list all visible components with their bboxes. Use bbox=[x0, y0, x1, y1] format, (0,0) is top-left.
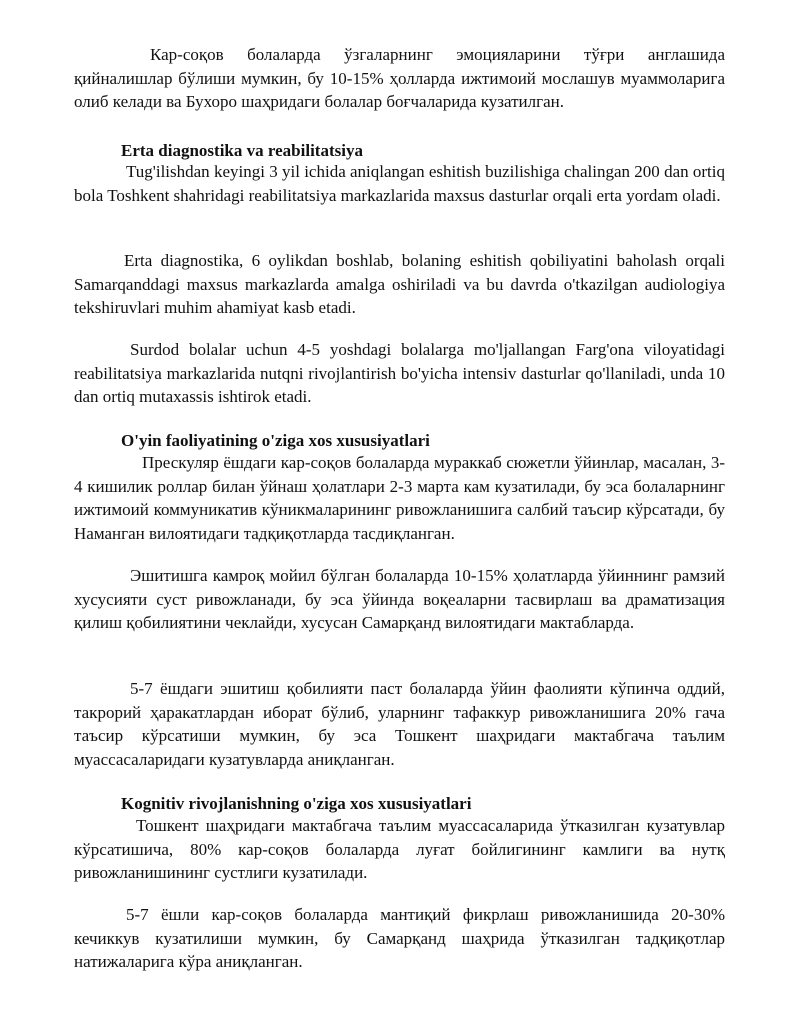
paragraph: Tug'ilishdan keyingi 3 yil ichida aniqlangan eshitish buzilishiga chalingan 200 dan ortiq bola Toshkent shahridagi reabilitatsiya markazlarida maxsus dasturlar orqali erta yordam oladi. bbox=[74, 162, 725, 205]
paragraph: 5-7 ёшдаги эшитиш қобилияти паст болаларда ўйин фаолияти кўпинча оддий, такрорий ҳаракатлардан иборат бўлиб, уларнинг тафаккур ривожланишига 20% гача таъсир кўрсатиши мумкин, бу эса Тошкент шаҳридаги мактабгача таълим муассасаларидаги кузатувларда аниқланган. bbox=[74, 679, 725, 769]
paragraph: Эшитишга камроқ мойил бўлган болаларда 10-15% ҳолатларда ўйиннинг рамзий хусусияти суст ривожланади, бу эса ўйинда воқеаларни тасвирлаш ва драматизация қилиш қобилиятини чеклайди, хусусан Самарқанд вилоятидаги мактабларда. bbox=[74, 566, 725, 632]
paragraph: Erta diagnostika, 6 oylikdan boshlab, bolaning eshitish qobiliyatini baholash orqali Samarqanddagi maxsus markazlarda amalga oshiriladi va bu davrda o'tkazilgan audiologiya tekshiruvlari muhim ahamiyat kasb etadi. bbox=[74, 251, 725, 317]
paragraph: Кар-соқов болаларда ўзгаларнинг эмоцияларини тўғри англашида қийналишлар бўлиши мумкин, бу 10-15% ҳолларда ижтимоий мослашув муаммоларига олиб келади ва Бухоро шаҳридаги болалар боғчаларида кузатилган. bbox=[74, 45, 725, 111]
paragraph: Прескуляр ёшдаги кар-соқов болаларда мураккаб сюжетли ўйинлар, масалан, 3-4 кишилик роллар билан ўйнаш ҳолатлари 2-3 марта кам кузатилади, бу эса болаларнинг ижтимоий коммуникатив кўникмаларининг ривожланишига салбий таъсир кўрсатади, бу Наманган вилоятидаги тадқиқотларда тасдиқланган. bbox=[74, 453, 725, 543]
paragraph: Surdod bolalar uchun 4-5 yoshdagi bolalarga mo'ljallangan Farg'ona viloyatidagi reabilitatsiya markazlarida nutqni rivojlantirish bo'yicha intensiv dasturlar qo'llaniladi, unda 10 dan ortiq mutaxassis ishtirok etadi. bbox=[74, 340, 725, 406]
section-heading: O'yin faoliyatining o'ziga xos xususiyatlari bbox=[121, 431, 430, 450]
paragraph: 5-7 ёшли кар-соқов болаларда мантиқий фикрлаш ривожланишида 20-30% кечиккув кузатилиши мумкин, бу Самарқанд шаҳрида ўтказилган тадқиқотлар натижаларига кўра аниқланган. bbox=[74, 905, 725, 971]
paragraph: Тошкент шаҳридаги мактабгача таълим муассасаларида ўтказилган кузатувлар кўрсатишича, 80% кар-соқов болаларда луғат бойлигининг камлиги ва нутқ ривожланишининг сустлиги кузатилади. bbox=[74, 816, 725, 882]
section-heading: Kognitiv rivojlanishning o'ziga xos xususiyatlari bbox=[121, 794, 472, 813]
section-heading: Erta diagnostika va reabilitatsiya bbox=[121, 141, 363, 160]
